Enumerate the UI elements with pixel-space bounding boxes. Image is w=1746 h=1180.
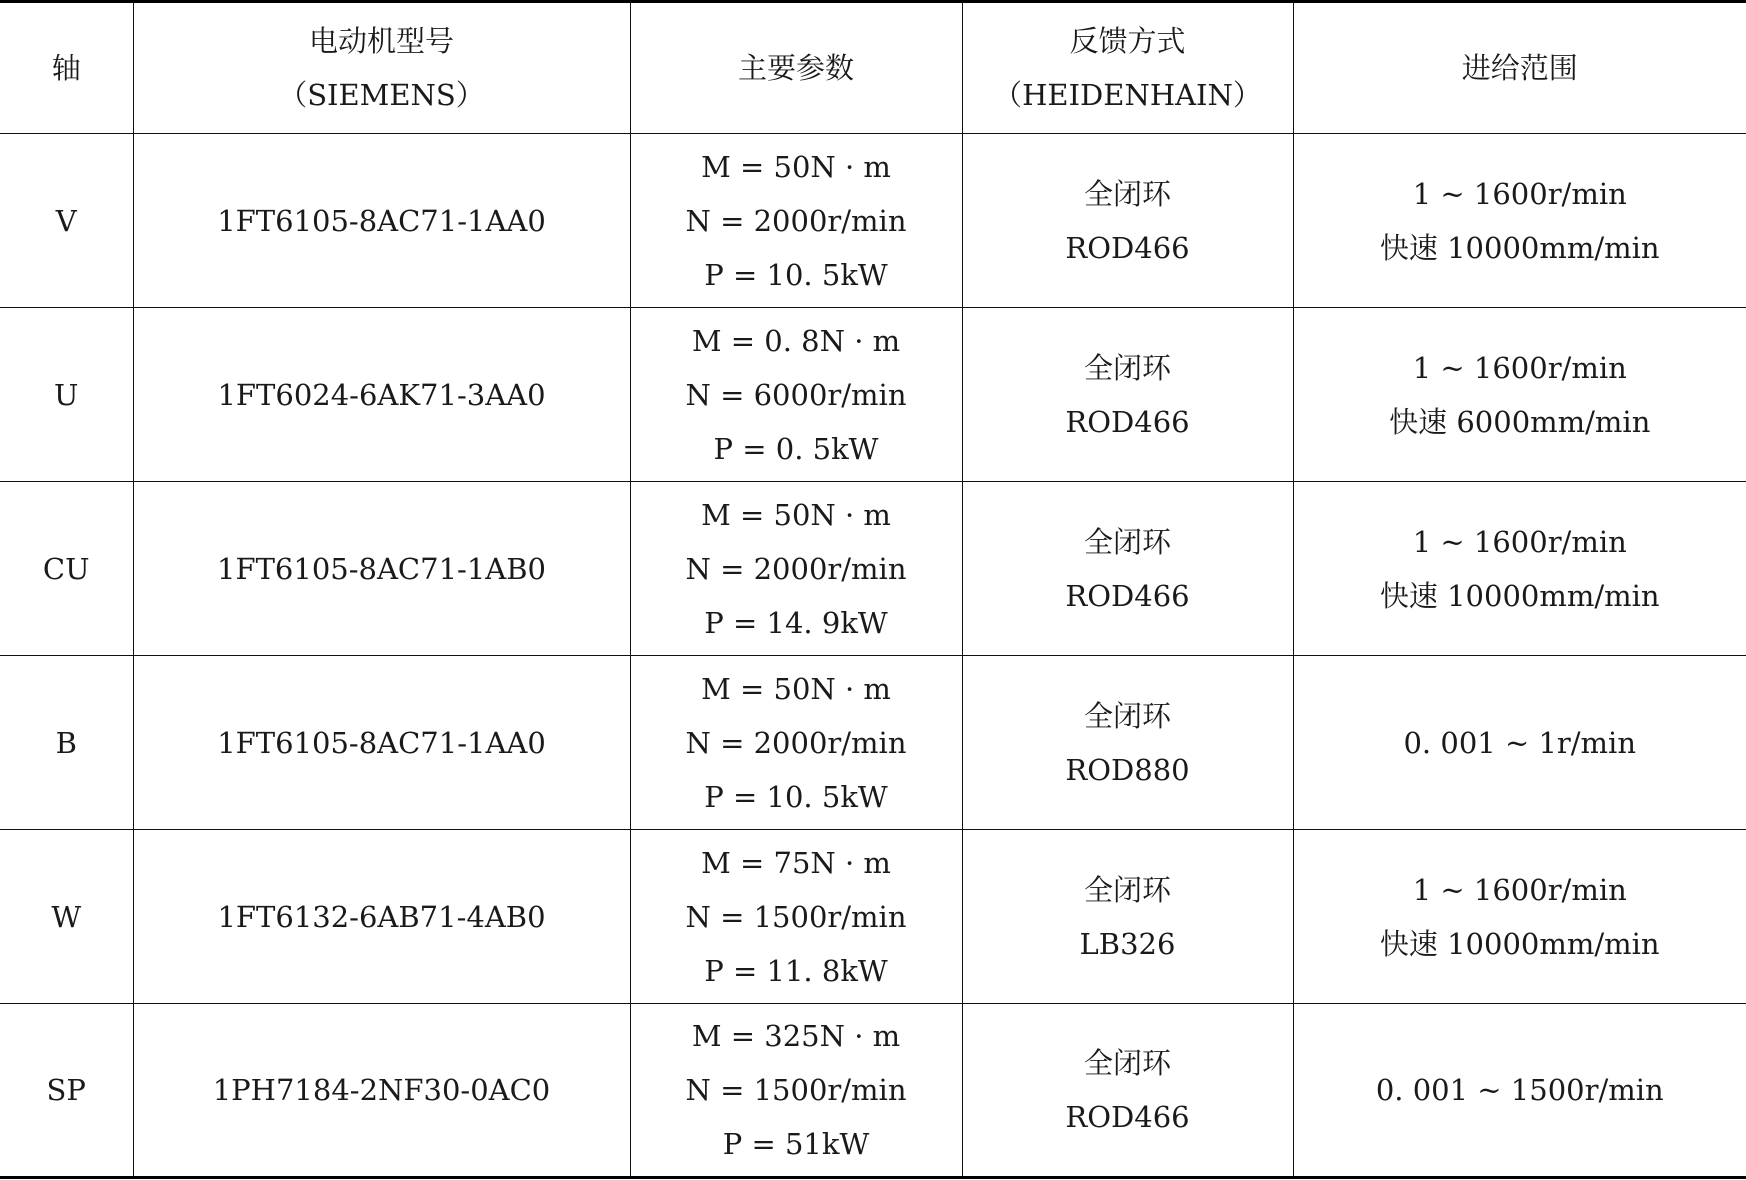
axis-cell: W bbox=[0, 830, 133, 1004]
table-row bbox=[0, 482, 1746, 656]
range-cell: 1 ~ 1600r/min 快速 10000mm/min bbox=[1293, 482, 1746, 656]
table-row bbox=[0, 308, 1746, 482]
range-cell: 1 ~ 1600r/min 快速 10000mm/min bbox=[1293, 134, 1746, 308]
model-cell: 1FT6105-8AC71-1AB0 bbox=[133, 482, 630, 656]
range-cell: 0. 001 ~ 1500r/min bbox=[1293, 1004, 1746, 1178]
model-cell: 1FT6105-8AC71-1AA0 bbox=[133, 134, 630, 308]
params-cell: M = 75N · m N = 1500r/min P = 11. 8kW bbox=[630, 830, 962, 1004]
axis-cell: SP bbox=[0, 1004, 133, 1178]
header-feedback: 反馈方式 （HEIDENHAIN） bbox=[962, 2, 1293, 134]
feedback-cell: 全闭环 LB326 bbox=[962, 830, 1293, 1004]
header-axis: 轴 bbox=[0, 2, 133, 134]
range-cell: 0. 001 ~ 1r/min bbox=[1293, 656, 1746, 830]
feedback-cell: 全闭环 ROD466 bbox=[962, 1004, 1293, 1178]
axis-cell: CU bbox=[0, 482, 133, 656]
model-cell: 1PH7184-2NF30-0AC0 bbox=[133, 1004, 630, 1178]
table-row bbox=[0, 134, 1746, 308]
axis-cell: U bbox=[0, 308, 133, 482]
header-feed-range: 进给范围 bbox=[1293, 2, 1746, 134]
feedback-cell: 全闭环 ROD466 bbox=[962, 308, 1293, 482]
model-cell: 1FT6024-6AK71-3AA0 bbox=[133, 308, 630, 482]
axis-cell: B bbox=[0, 656, 133, 830]
header-main-params: 主要参数 bbox=[630, 2, 962, 134]
feedback-cell: 全闭环 ROD466 bbox=[962, 482, 1293, 656]
model-cell: 1FT6105-8AC71-1AA0 bbox=[133, 656, 630, 830]
header-row bbox=[0, 2, 1746, 134]
header-motor-model: 电动机型号 （SIEMENS） bbox=[133, 2, 630, 134]
params-cell: M = 50N · m N = 2000r/min P = 10. 5kW bbox=[630, 656, 962, 830]
range-cell: 1 ~ 1600r/min 快速 6000mm/min bbox=[1293, 308, 1746, 482]
range-cell: 1 ~ 1600r/min 快速 10000mm/min bbox=[1293, 830, 1746, 1004]
table-row bbox=[0, 830, 1746, 1004]
params-cell: M = 0. 8N · m N = 6000r/min P = 0. 5kW bbox=[630, 308, 962, 482]
table-row bbox=[0, 656, 1746, 830]
feedback-cell: 全闭环 ROD466 bbox=[962, 134, 1293, 308]
params-cell: M = 325N · m N = 1500r/min P = 51kW bbox=[630, 1004, 962, 1178]
feedback-cell: 全闭环 ROD880 bbox=[962, 656, 1293, 830]
params-cell: M = 50N · m N = 2000r/min P = 14. 9kW bbox=[630, 482, 962, 656]
params-cell: M = 50N · m N = 2000r/min P = 10. 5kW bbox=[630, 134, 962, 308]
model-cell: 1FT6132-6AB71-4AB0 bbox=[133, 830, 630, 1004]
axis-cell: V bbox=[0, 134, 133, 308]
table-row bbox=[0, 1004, 1746, 1178]
